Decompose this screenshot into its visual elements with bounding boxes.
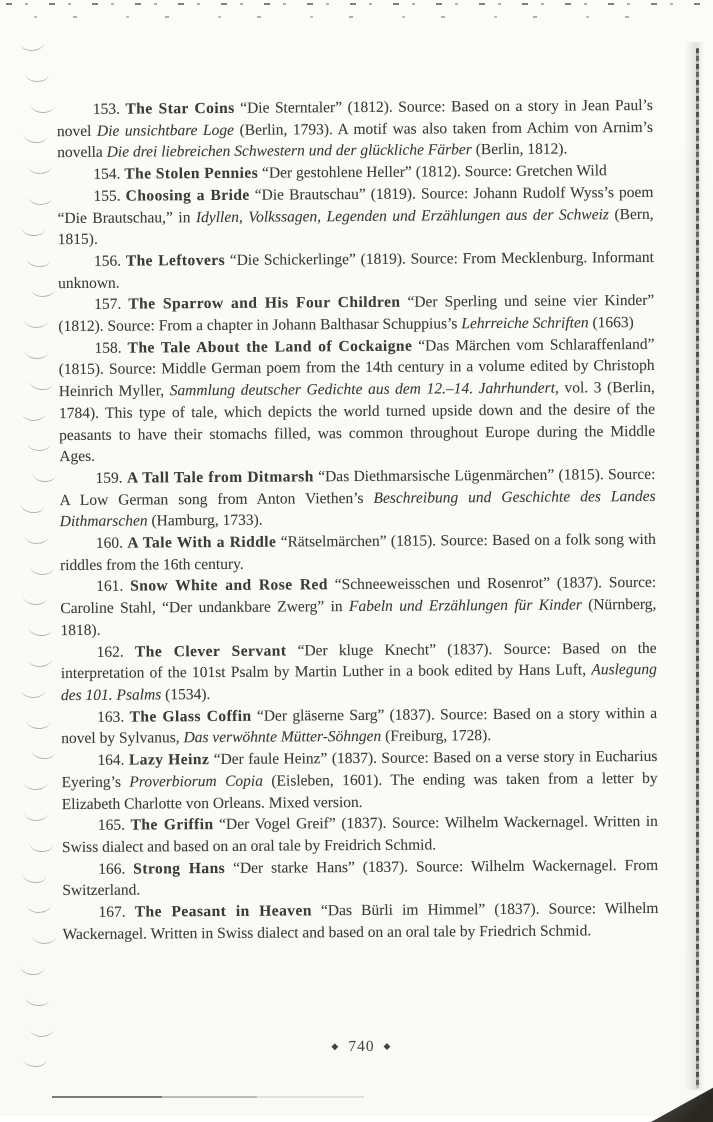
entry-title: Lazy Heinz — [128, 751, 210, 769]
work-title: Beschreibung und Geschichte des Landes Dithmarschen — [59, 487, 656, 531]
entry-title: Strong Hans — [133, 859, 226, 878]
entry-text: 166. — [98, 860, 134, 878]
entry-text: 164. — [97, 751, 129, 769]
entry-text: , vol. 3 (Berlin, 1784). This type of tale, which depicts the world turned upside down and the desire of the peasants to have their stomachs filled, was common throughout Europe during the Middle Ages. — [58, 379, 656, 466]
entry-title: A Tale With a Riddle — [127, 533, 277, 552]
entry-text: (1534). — [161, 686, 211, 704]
entry-text: 160. — [95, 534, 128, 552]
catalog-entry — [58, 247, 654, 295]
entry-text: 167. — [98, 903, 135, 921]
entry-text: “Das Märchen vom Schlaraffenland” (1815). Source: Middle German poem from the 14th century in a volume edited by Christoph Heinrich Myller, — [58, 335, 655, 401]
entry-title: A Tall Tale from Ditmarsh — [126, 468, 314, 487]
scan-line-bottom — [52, 1096, 364, 1098]
entry-text: 162. — [96, 643, 135, 661]
catalog-entry — [61, 703, 657, 751]
diamond-icon: ◆ — [331, 1041, 340, 1052]
catalog-entry — [61, 637, 657, 706]
entry-text: (Nürnberg, 1818). — [60, 596, 657, 639]
entry-text: “Der faule Heinz” (1837). Source: Based on a verse story in Eucharius Eyering’s — [61, 747, 658, 791]
entry-text: “Die Schickerlinge” (1819). Source: From Mecklenburg. Informant unknown. — [58, 248, 654, 292]
entry-title: The Clever Servant — [134, 642, 287, 661]
entry-text: (Hamburg, 1733). — [147, 512, 263, 530]
entry-title: The Griffin — [130, 816, 214, 834]
entry-text: “Der Vogel Greif” (1837). Source: Wilhelm Wackernagel. Written in Swiss dialect and based on an oral tale by Freidrich Schmid. — [61, 813, 658, 856]
entry-title: The Star Coins — [125, 99, 235, 118]
entry-text: (Berlin, 1812). — [471, 140, 568, 159]
entry-text: (Bern, 1815). — [57, 205, 654, 249]
page-number: 740 — [348, 1037, 375, 1056]
catalog-entry — [58, 290, 654, 338]
entry-text: (Berlin, 1793). A motif was also taken from Achim von Arnim’s novella — [57, 118, 654, 162]
entry-title: Snow White and Rose Red — [130, 576, 328, 596]
entry-text: “Der kluge Knecht” (1837). Source: Based on the interpretation of the 101st Psalm by Martin Luther in a book edited by Hans Luft, — [60, 639, 657, 683]
entry-title: The Sparrow and His Four Children — [128, 294, 401, 313]
diamond-icon: ◆ — [383, 1040, 392, 1051]
entry-text: 154. — [93, 165, 125, 183]
entry-text: “Der Sperling und seine vier Kinder” (1812). Source: From a chapter in Johann Balthasar Schuppius’s — [58, 292, 655, 336]
entry-text: “Der starke Hans” (1837). Source: Wilhelm Wackernagel. From Switzerland. — [62, 856, 659, 900]
work-title: Idyllen, Volkssagen, Legenden und Erzählungen aus der Schweiz — [195, 205, 609, 226]
entry-text: “Die Brautschau” (1819). Source: Johann Rudolf Wyss’s poem “Die Brautschau,” in — [57, 183, 654, 227]
entry-text: 165. — [97, 816, 131, 835]
catalog-entry — [62, 855, 658, 903]
page-footer — [63, 1036, 659, 1058]
catalog-entry — [62, 898, 658, 946]
entry-text: “Rätselmärchen” (1815). Source: Based on a folk song with riddles from the 16th century. — [59, 530, 656, 574]
work-title: Die drei liebreichen Schwestern und der glückliche Färber — [106, 141, 472, 162]
work-title: Das verwöhnte Mütter-Söhngen — [183, 728, 382, 747]
entry-title: The Peasant in Heaven — [134, 902, 312, 921]
entry-text: 163. — [97, 708, 130, 726]
entry-title: The Tale About the Land of Cockaigne — [127, 337, 413, 357]
work-title: Auslegung des 101. Psalms — [60, 661, 657, 705]
entry-text: “Das Diethmarsische Lügenmärchen” (1815). Source: A Low German song from Anton Viethen’s — [59, 465, 656, 509]
work-title: Fabeln und Erzählungen für Kinder — [348, 596, 582, 616]
catalog-entry — [62, 811, 658, 859]
catalog-entry — [57, 182, 653, 251]
entry-text: “Schneeweisschen und Rosenrot” (1837). Source: Caroline Stahl, “Der undankbare Zwerg” in — [60, 574, 657, 618]
entry-text: 155. — [93, 187, 126, 205]
catalog-entry — [61, 746, 657, 815]
entry-text: “Der gläserne Sarg” (1837). Source: Based on a story within a novel by Sylvanus, — [61, 704, 658, 748]
catalog-entry — [57, 95, 653, 164]
entry-text: 156. — [93, 252, 126, 270]
entry-text: (Freiburg, 1728). — [381, 727, 492, 746]
catalog-entry — [59, 464, 655, 533]
entry-title: The Glass Coffin — [129, 707, 252, 726]
entry-title: Choosing a Bride — [125, 186, 250, 205]
entry-text: 157. — [94, 295, 129, 314]
entry-text: 158. — [94, 339, 128, 357]
entry-text: (Eisleben, 1601). The ending was taken from a letter by Elizabeth Charlotte von Orleans. Mixed version. — [61, 769, 658, 813]
catalog-entry — [58, 334, 655, 468]
catalog-entry — [60, 572, 656, 641]
entry-text: “Der gestohlene Heller” (1812). Source: Gretchen Wild — [258, 162, 607, 182]
page-text — [57, 95, 659, 946]
entry-text: 153. — [92, 100, 126, 118]
work-title: Sammlung deutscher Gedichte aus dem 12.–14. Jahrhundert — [169, 379, 556, 400]
work-title: Proverbiorum Copia — [129, 772, 264, 791]
catalog-entry — [60, 529, 656, 577]
entry-title: The Stolen Pennies — [124, 164, 259, 183]
entry-title: The Leftovers — [125, 251, 226, 270]
entry-text: “Das Bürli im Himmel” (1837). Source: Wilhelm Wackernagel. Written in Swiss dialect and based on an oral tale by Friedrich Schmid. — [62, 899, 659, 943]
work-title: Lehrreiche Schriften — [461, 314, 589, 333]
entry-text: 161. — [96, 578, 131, 596]
entry-text: (1663) — [588, 314, 634, 332]
entry-text: 159. — [95, 469, 127, 487]
entry-text: “Die Sterntaler” (1812). Source: Based on a story in Jean Paul’s novel — [56, 96, 653, 140]
work-title: Die unsichtbare Loge — [96, 121, 235, 140]
